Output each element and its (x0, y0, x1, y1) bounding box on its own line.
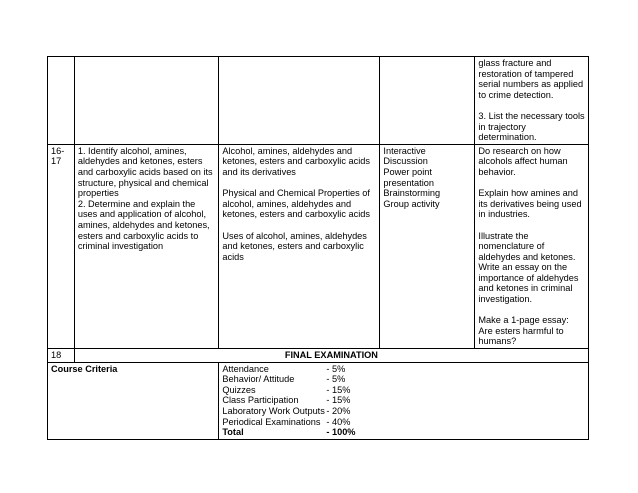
criteria-item-value: - 5% (326, 363, 346, 374)
strategy-line: Interactive (383, 145, 426, 156)
criteria-item-name: Laboratory Work Outputs (222, 406, 325, 416)
criteria-item-name: Periodical Examinations (222, 416, 321, 427)
activity-line: Illustrate the (478, 230, 529, 241)
line-gap (478, 178, 585, 189)
criteria-item-name: Class Participation (222, 395, 299, 406)
criteria-total-name: Total (222, 427, 244, 438)
line-gap (222, 220, 376, 231)
activity-line: aldehydes and ketones. (478, 251, 576, 262)
content-line: Uses of alcohol, amines, aldehydes (222, 230, 367, 241)
cell-strategies (380, 144, 475, 348)
strategy-line: Brainstorming (383, 188, 441, 199)
content-line: and its derivatives (222, 166, 296, 177)
objective-line: criminal investigation (77, 241, 164, 252)
table-row-continued (48, 57, 589, 145)
line-gap (478, 305, 585, 316)
strategy-line: Power point (383, 166, 432, 177)
activity-line: in industries. (478, 209, 530, 220)
activity-line: Explain how amines and (478, 188, 578, 199)
line-gap (478, 100, 585, 111)
criteria-grid (222, 364, 585, 438)
activities-line: glass fracture and (478, 58, 552, 68)
activities-line: serial numbers as applied (478, 79, 584, 90)
criteria-item-value: - 5% (326, 374, 346, 385)
objective-line: structure, physical and chemical (77, 177, 209, 188)
table-row-final-exam (48, 349, 589, 363)
content-line: ketones, esters and carboxylic acids (222, 156, 370, 167)
criteria-item-name: Behavior/ Attitude (222, 374, 295, 385)
objective-line: 2. Determine and explain the (77, 198, 196, 209)
cell-content-empty (219, 57, 380, 145)
table-row-course-criteria (48, 362, 589, 439)
cell-objectives-empty (74, 57, 219, 145)
cell-week-final: 18 (48, 349, 75, 363)
content-line: Alcohol, amines, aldehydes and (222, 145, 353, 156)
criteria-item-value: - 15% (326, 395, 351, 406)
criteria-item-name: Quizzes (222, 384, 256, 395)
syllabus-table (47, 56, 589, 440)
cell-activities (475, 144, 589, 348)
objective-line: properties (77, 188, 119, 199)
cell-week-empty (48, 57, 75, 145)
activity-line: nomenclature of (478, 241, 545, 252)
activities-line: determination. (478, 132, 537, 143)
cell-strategies-empty (380, 57, 475, 145)
activity-line: alcohols affect human (478, 156, 568, 167)
activities-line: 3. List the necessary tools (478, 110, 585, 121)
objective-line: esters and carboxylic acids to (77, 230, 199, 241)
cell-week: 16-17 (48, 144, 75, 348)
objective-line: aldehydes and ketones, esters (77, 156, 203, 167)
objective-line: 1. Identify alcohol, amines, (77, 145, 187, 156)
activity-line: its derivatives being used (478, 198, 582, 209)
criteria-item-value: - 20% (326, 406, 351, 416)
final-exam-label: FINAL EXAMINATION (74, 349, 588, 363)
criteria-item-value: - 40% (326, 416, 351, 427)
content-line: Physical and Chemical Properties of (222, 188, 370, 199)
activity-line: behavior. (478, 166, 516, 177)
activities-line: to crime detection. (478, 89, 554, 100)
activities-line: in trajectory (478, 121, 526, 132)
cell-objectives (74, 144, 219, 348)
objective-line: uses and application of alcohol, (77, 209, 207, 220)
objective-line: and carboxylic acids based on its (77, 166, 213, 177)
table-row-week-16-17 (48, 144, 589, 348)
activity-line: Write an essay on the (478, 262, 568, 273)
strategy-line: presentation (383, 177, 434, 188)
strategy-line: Discussion (383, 156, 428, 167)
criteria-item-value: - 15% (326, 384, 351, 395)
criteria-item-name: Attendance (222, 363, 269, 374)
line-gap (478, 220, 585, 231)
content-line: acids (222, 251, 244, 262)
activities-line: restoration of tampered (478, 68, 574, 79)
activity-line: Make a 1-page essay: (478, 315, 569, 326)
cell-activities-continued (475, 57, 589, 145)
course-criteria-label: Course Criteria (48, 362, 219, 439)
line-gap (222, 178, 376, 189)
activity-line: investigation. (478, 294, 533, 305)
content-line: alcohol, amines, aldehydes and (222, 198, 352, 209)
strategy-line: Group activity (383, 198, 440, 209)
activity-line: Are esters harmful to (478, 325, 564, 336)
content-line: and ketones, esters and carboxylic (222, 241, 364, 252)
cell-content (219, 144, 380, 348)
activity-line: and ketones in criminal (478, 283, 573, 294)
activity-line: Do research on how (478, 145, 561, 156)
activity-line: humans? (478, 336, 517, 347)
activity-line: importance of aldehydes (478, 272, 579, 283)
objective-line: amines, aldehydes and ketones, (77, 219, 210, 230)
course-criteria-list (219, 362, 589, 439)
content-line: ketones, esters and carboxylic acids (222, 209, 370, 220)
criteria-total-value: - 100% (326, 427, 356, 438)
